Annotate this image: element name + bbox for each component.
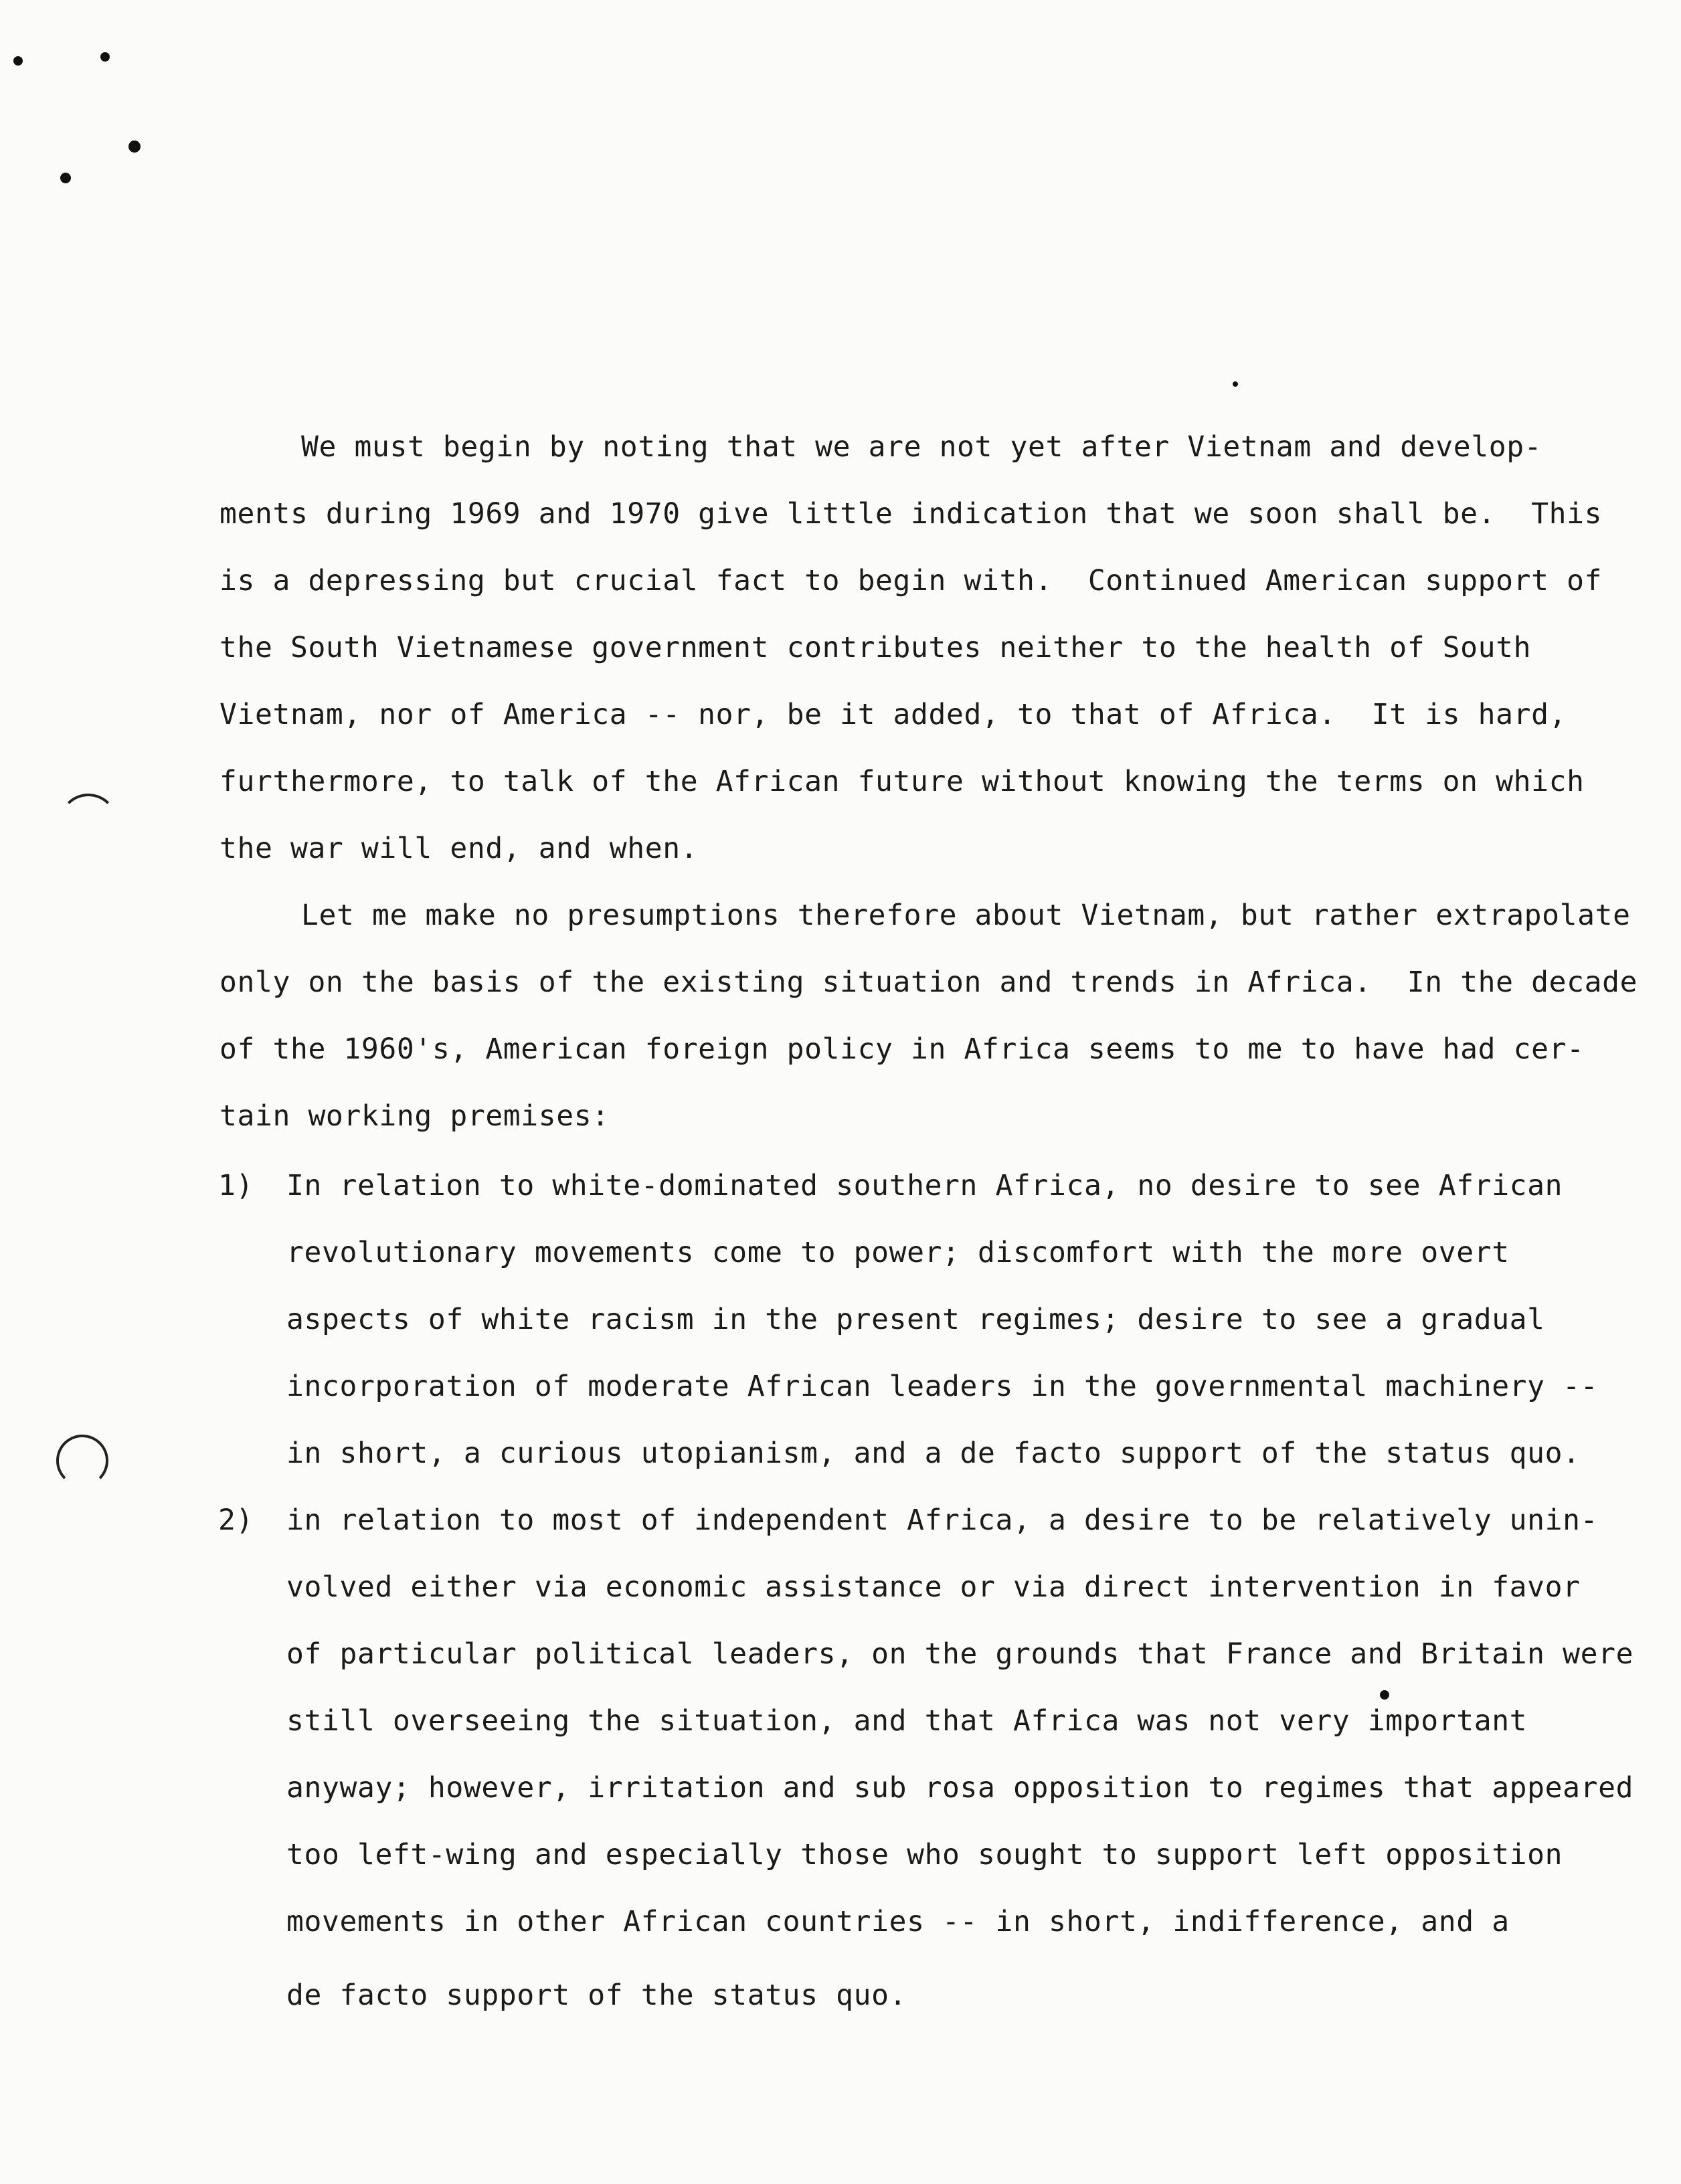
paragraph-1-line [0,681,1681,748]
list-item-2-line-1: in relation to most of independent Africa, a desire to be relatively unin- [286,1504,1599,1537]
paragraph-1-line-1: We must begin by noting that we are not yet after Vietnam and develop- [301,430,1542,464]
list-item-2-line-3: of particular political leaders, on the grounds that France and Britain were [286,1637,1634,1671]
list-item-1-line-5: in short, a curious utopianism, and a de facto support of the status quo. [286,1437,1581,1470]
list-item-1-line-3: aspects of white racism in the present regimes; desire to see a gradual [286,1303,1545,1336]
paragraph-1-line-4: the South Vietnamese government contributes neither to the health of South [219,631,1532,664]
paragraph-2-line-3: of the 1960's, American foreign policy in Africa seems to me to have had cer- [219,1032,1585,1066]
list-item-1-line [0,1152,1681,1219]
list-item-1-line-1: In relation to white-dominated southern Africa, no desire to see African [286,1169,1563,1202]
list-item-2-number: 2) [218,1504,254,1537]
scan-speck [60,173,71,183]
paragraph-2-line-4: tain working premises: [219,1099,610,1133]
scan-speck [1233,381,1238,387]
list-item-2-line-7: movements in other African countries -- in short, indifference, and a [286,1905,1510,1938]
list-item-2-line [0,1487,1681,1554]
list-item-2-line-5: anyway; however, irritation and sub rosa opposition to regimes that appeared [286,1771,1634,1805]
paragraph-1-line [0,480,1681,547]
paragraph-2-line-1: Let me make no presumptions therefore about Vietnam, but rather extrapolate [301,899,1631,932]
paragraph-1-line [0,414,1681,480]
list-item-1-line [0,1420,1681,1487]
list-item-1-line [0,1286,1681,1353]
paragraph-2-line [0,949,1681,1016]
list-item-2-line [0,1621,1681,1688]
list-item-2-line [0,1888,1681,1955]
list-item-2-line-4: still overseeing the situation, and that Africa was not very important [286,1704,1528,1738]
paragraph-1-line [0,614,1681,681]
paragraph-1-line-7: the war will end, and when. [219,832,699,865]
paragraph-1-line-2: ments during 1969 and 1970 give little indication that we soon shall be. This [219,497,1603,531]
list-item-1-line-4: incorporation of moderate African leaders in the governmental machinery -- [286,1370,1599,1403]
scan-speck [128,141,141,153]
paragraph-1-line [0,748,1681,815]
list-item-1-number: 1) [218,1169,254,1202]
paragraph-1-line-6: furthermore, to talk of the African future without knowing the terms on which [219,765,1585,798]
list-item-2-line [0,1554,1681,1621]
list-item-1-line [0,1353,1681,1420]
list-item-2-line-6: too left-wing and especially those who sought to support left opposition [286,1838,1563,1872]
list-item-2-line [0,1962,1681,2029]
scan-speck [13,56,23,66]
paragraph-2-line [0,882,1681,949]
scan-speck [100,52,110,62]
paragraph-2-line-2: only on the basis of the existing situation and trends in Africa. In the decade [219,966,1638,999]
list-item-1-line [0,1219,1681,1286]
paragraph-1-line [0,547,1681,614]
paragraph-1-line-3: is a depressing but crucial fact to begin with. Continued American support of [219,564,1603,598]
paragraph-2-line [0,1083,1681,1150]
list-item-1-line-2: revolutionary movements come to power; discomfort with the more overt [286,1236,1510,1269]
paragraph-1-line-5: Vietnam, nor of America -- nor, be it added, to that of Africa. It is hard, [219,698,1567,731]
list-item-2-line-8: de facto support of the status quo. [286,1979,907,2012]
list-item-2-line [0,1821,1681,1888]
list-item-2-line [0,1754,1681,1821]
list-item-2-line-2: volved either via economic assistance or via direct intervention in favor [286,1570,1581,1604]
paragraph-2-line [0,1016,1681,1083]
paragraph-1-line [0,815,1681,882]
list-item-2-line [0,1688,1681,1754]
